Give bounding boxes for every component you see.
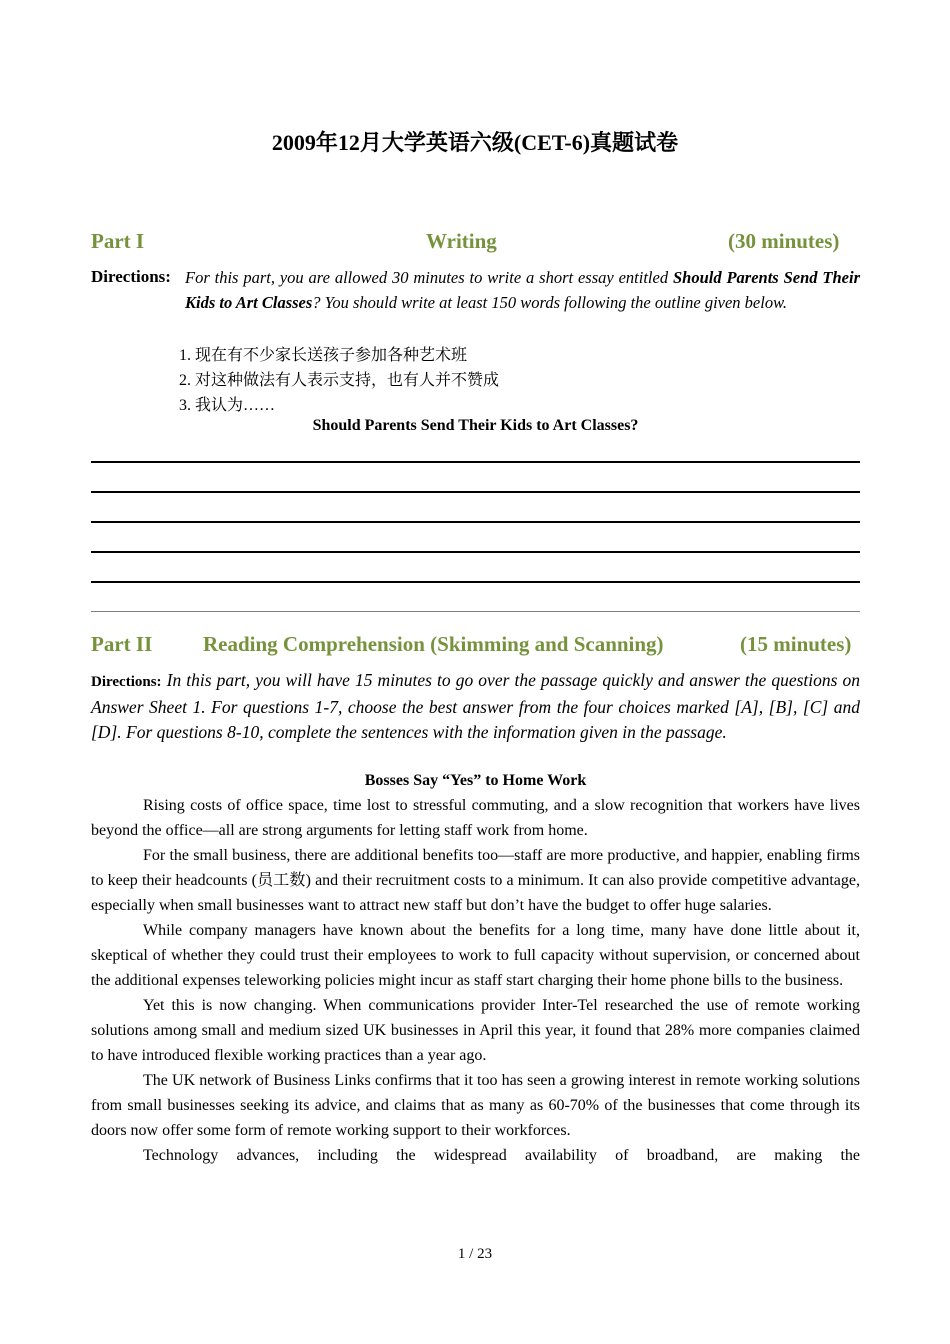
outline-item-2: 2. 对这种做法有人表示支持，也有人并不赞成 [179,372,500,389]
part1-directions [185,266,860,315]
outline-item-3: 3. 我认为…… [179,397,276,414]
passage-paragraph: Yet this is now changing. When communications provider Inter-Tel researched the use of remote working solutions among small and medium sized UK businesses in April this year, it found that 28% more companies claimed to have introduced flexible working practices than a year ago. [91,997,860,1064]
part2-directions-text: In this part, you will have 15 minutes to go over the passage quickly and answer the questions on Answer Sheet 1. For questions 1-7, choose the best answer from the four choices marked [A], [B], [C] and [D]. For questions 8-10, complete the sentences with the information given in the passage. [91,670,861,742]
essay-title: Should Parents Send Their Kids to Art Classes? [312,417,639,434]
passage-paragraph: For the small business, there are additional benefits too—staff are more productive, and happier, enabling firms to keep their headcounts (员工数) and their recruitment costs to a minimum. It can also provide competitive advantage, especially when small businesses want to attract new staff but don’t have the budget to offer huge salaries. [91,847,860,914]
writing-line [91,581,860,583]
part1-label: Part I [91,229,145,253]
part2-section: Reading Comprehension (Skimming and Scanning) [203,632,664,656]
passage-paragraph: Technology advances, including the widespread availability of broadband, are making the [143,1147,860,1164]
page-number: 1 / 23 [457,1246,493,1262]
writing-line [91,491,860,493]
part1-time: (30 minutes) [728,229,840,253]
part1-directions-intro: For this part, you are allowed 30 minutes to write a short essay entitled [185,268,673,287]
part1-section: Writing [426,229,497,253]
part2-directions-label: Directions: [91,674,162,690]
passage-paragraph: The UK network of Business Links confirms that it too has seen a growing interest in remote working solutions from small businesses seeking its advice, and claims that as many as 60-70% of the businesses that come through its doors now offer some form of remote working support to their workforces. [91,1072,860,1139]
outline-item-1: 1. 现在有不少家长送孩子参加各种艺术班 [179,347,468,364]
writing-line [91,461,860,463]
writing-line [91,551,860,553]
part2-directions [91,668,860,745]
passage-paragraph: Rising costs of office space, time lost to stressful commuting, and a slow recognition that workers have lives beyond the office—all are strong arguments for letting staff work from home. [91,797,860,839]
part1-directions-label: Directions: [91,267,171,286]
part2-label: Part II [91,632,153,656]
section-divider [91,611,860,612]
part2-time: (15 minutes) [740,632,852,656]
passage-title: Bosses Say “Yes” to Home Work [364,772,587,789]
passage-paragraph: While company managers have known about the benefits for a long time, many have done little about it, skeptical of whether they could trust their employees to work to full capacity without supervision, or concerned about the additional expenses teleworking policies might incur as staff start charging their home phone bills to the business. [91,922,860,989]
document-title: 2009年12月大学英语六级(CET-6)真题试卷 [271,130,679,155]
part1-directions-rest: ? You should write at least 150 words following the outline given below. [312,292,787,312]
writing-line [91,521,860,523]
passage-body [91,793,860,1168]
part1-essay-topic: Should Parents Send Their Kids to Art Classes [185,268,860,312]
